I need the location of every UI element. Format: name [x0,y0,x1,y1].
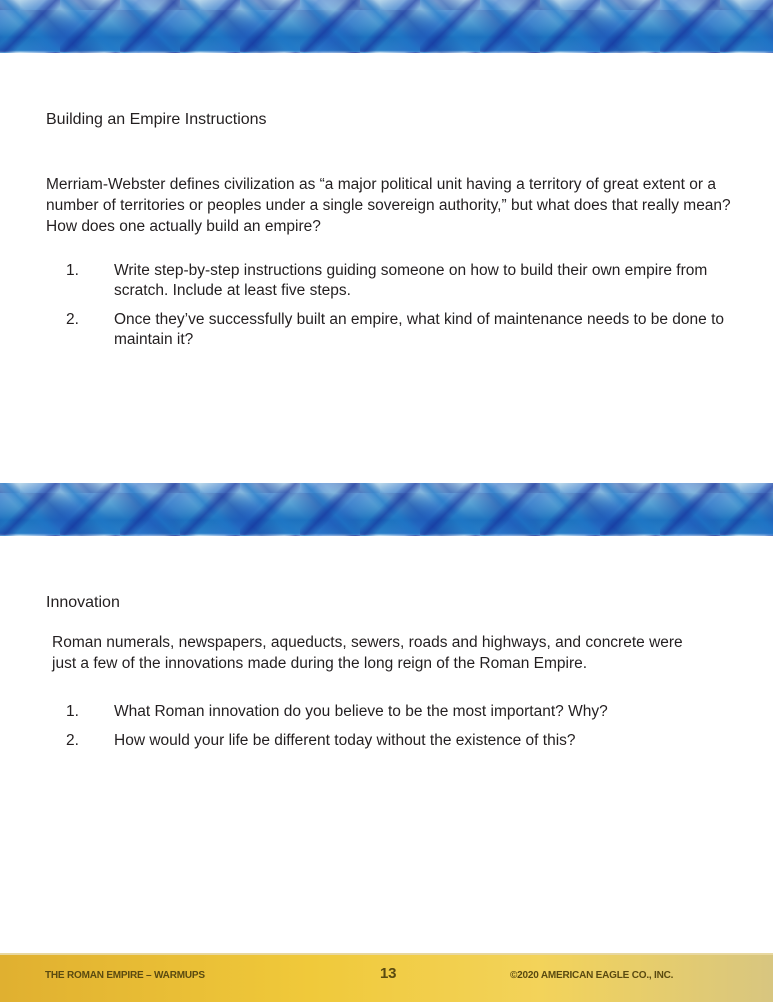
section-2-heading: Innovation [46,594,120,611]
section-2-intro: Roman numerals, newspapers, aqueducts, sewers, roads and highways, and concrete were just a few of the innovations made during the long reign of the Roman Empire. [52,634,683,672]
footer-title: THE ROMAN EMPIRE – WARMUPS [45,970,205,981]
top-decorative-banner [0,0,773,53]
section-2-list [66,702,726,760]
footer-copyright: ©2020 AMERICAN EAGLE CO., INC. [510,970,674,981]
list-item: 1. Write step-by-step instructions guiding someone on how to build their own empire from scratch. Include at least five steps. [66,262,708,299]
section-1-list [66,261,726,359]
section-1-intro: Merriam-Webster defines civilization as “a major political unit having a territory of great extent or a number of territories or peoples under a single sovereign authority,” but what does that really mean? How does one actually build an empire? [46,176,731,235]
page-footer [0,953,773,1002]
middle-decorative-banner [0,483,773,536]
list-item: 1. What Roman innovation do you believe to be the most important? Why? [66,703,608,720]
page-number: 13 [380,965,397,982]
list-item: 2. Once they’ve successfully built an empire, what kind of maintenance needs to be done to maintain it? [66,311,725,348]
section-1-heading: Building an Empire Instructions [46,111,267,128]
list-item: 2. How would your life be different today without the existence of this? [66,732,576,749]
